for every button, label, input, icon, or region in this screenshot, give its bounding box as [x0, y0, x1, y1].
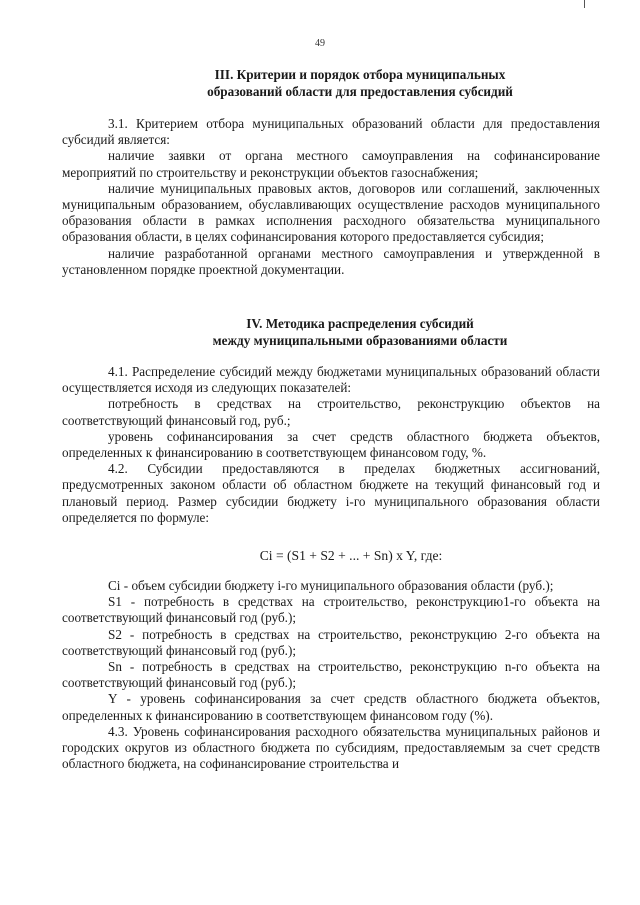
indicator-need: потребность в средствах на строительство, реконструкцию объектов на соответствующий финансовый год, руб.; [62, 396, 600, 428]
section-4-body [62, 364, 600, 526]
section-4-heading [130, 316, 590, 349]
paragraph-4-3: 4.3. Уровень софинансирования расходного обязательства муниципальных районов и городских округов из областного бюджета по субсидиям, предоставляемым за счет средств областного бюджета, на софинансирование строительства и [62, 723, 600, 772]
definition-s2: S2 - потребность в средствах на строительство, реконструкцию 2-го объекта на соответствующий финансовый год (руб.); [62, 626, 600, 658]
paragraph-4-2: 4.2. Субсидии предоставляются в пределах бюджетных ассигнований, предусмотренных законом области об областном бюджете на текущий финансовый год и плановый период. Размер субсидии бюджету i-го муниципального образования области определяется по формуле: [62, 461, 600, 525]
subsidy-formula: Ci = (S1 + S2 + ... + Sn) x Y, где: [259, 548, 443, 563]
section-3-heading-line-2: образований области для предоставления субсидий [207, 83, 513, 99]
page-number: 49 [315, 38, 325, 49]
indicator-cofinancing-level: уровень софинансирования за счет средств областного бюджета объектов, определенных к финансированию в соответствующем финансовом году, %. [62, 428, 600, 461]
paragraph-4-1: 4.1. Распределение субсидий между бюджетами муниципальных образований области осуществляется исходя из следующих показателей: [62, 364, 600, 396]
paragraph-3-1: 3.1. Критерием отбора муниципальных образований области для предоставления субсидий является: [62, 116, 600, 148]
section-4-heading-line-2: между муниципальными образованиями области [212, 332, 508, 348]
formula-definitions [62, 578, 600, 772]
definition-s1: S1 - потребность в средствах на строительство, реконструкцию1-го объекта на соответствующий финансовый год (руб.); [62, 594, 600, 626]
scan-edge-mark [584, 0, 585, 8]
criterion-project-docs: наличие разработанной органами местного самоуправления и утвержденной в установленном порядке проектной документации. [62, 245, 600, 277]
definition-ci: Ci - объем субсидии бюджету i-го муниципального образования области (руб.); [108, 578, 554, 593]
section-4-heading-line-1: IV. Методика распределения субсидий [246, 316, 474, 331]
section-3-heading [130, 67, 590, 100]
definition-sn: Sn - потребность в средствах на строительство, реконструкцию n-го объекта на соответствующий финансовый год (руб.); [62, 659, 600, 691]
section-3-heading-line-1: III. Критерии и порядок отбора муниципальных [214, 67, 506, 82]
definition-y: Y - уровень софинансирования за счет средств областного бюджета объектов, определенных к финансированию в соответствующем финансовом году (%). [62, 691, 600, 723]
section-3-body [62, 116, 600, 278]
criterion-legal-acts: наличие муниципальных правовых актов, договоров или соглашений, заключенных муниципальным образованием, обуславливающих осуществление расходов муниципального образования области в рамках исполнения расходного обязательства муниципального образования области, в целях софинансирования которого предоставляется субсидия; [62, 180, 600, 245]
criterion-application: наличие заявки от органа местного самоуправления на софинансирование мероприятий по строительству и реконструкции объектов газоснабжения; [62, 148, 600, 180]
